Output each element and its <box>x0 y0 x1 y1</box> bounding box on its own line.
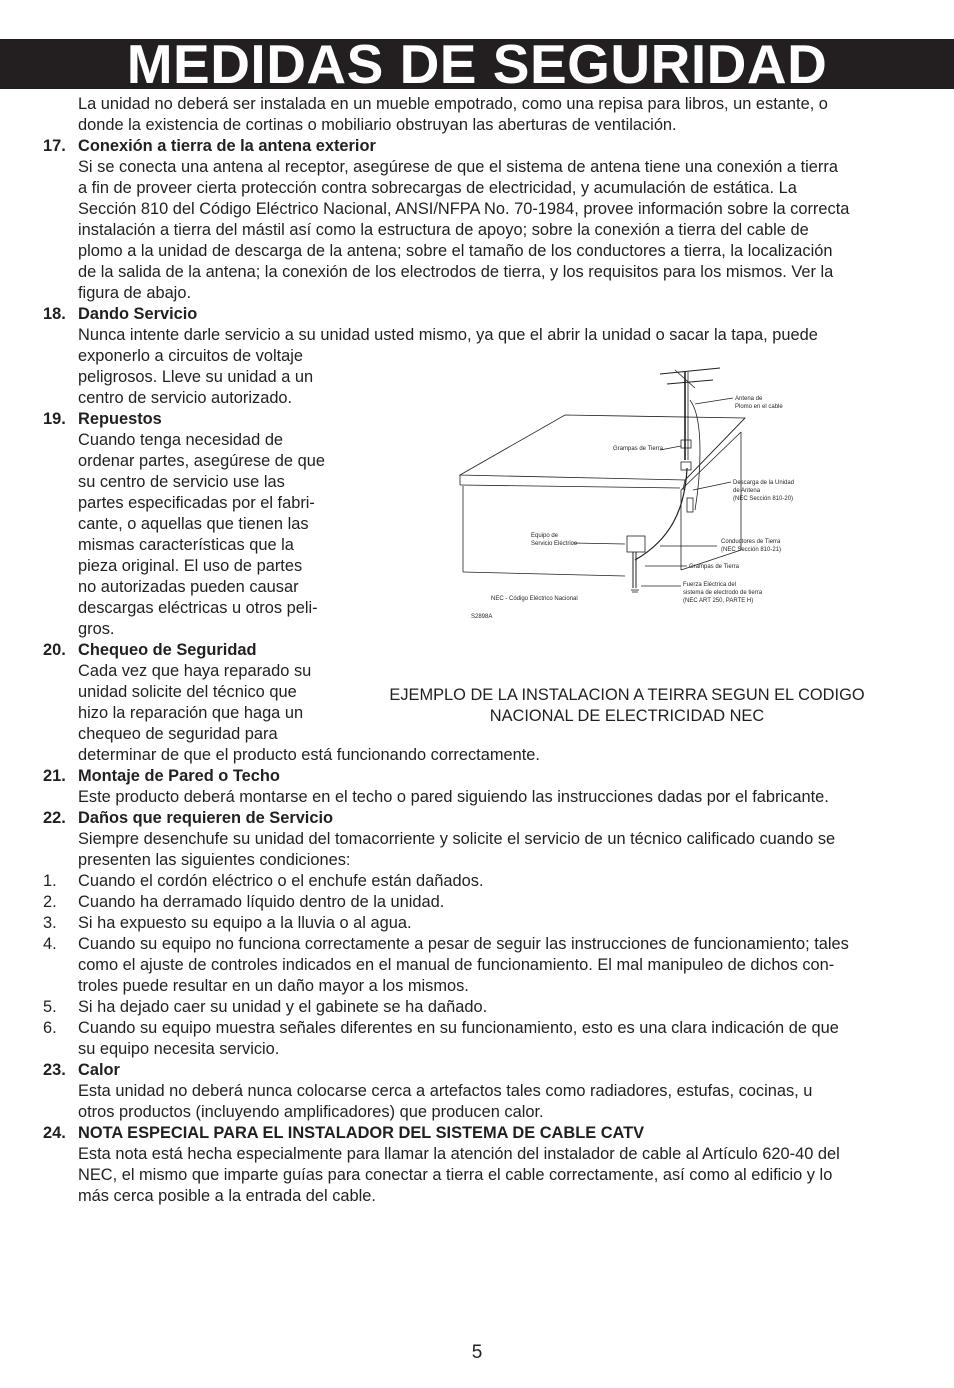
section-22 <box>0 808 954 871</box>
text-line: más cerca posible a la entrada del cable. <box>78 1187 376 1205</box>
label-antena: Plomo en el cable <box>735 404 783 410</box>
section-number: 23. <box>43 1061 66 1079</box>
text-line: mismas características que la <box>78 536 294 554</box>
section-heading: Daños que requieren de Servicio <box>78 809 334 827</box>
label-descarga: (NEC Sección 810-20) <box>733 496 794 502</box>
antenna-element <box>660 368 720 374</box>
text-line: Si ha dejado caer su unidad y el gabinete se ha dañado. <box>78 998 488 1016</box>
list-number: 5. <box>43 998 57 1016</box>
label-grampas: Grampas de Tierra <box>613 446 664 452</box>
section-number: 18. <box>43 305 66 323</box>
list-item <box>0 997 954 1018</box>
text-line: no autorizadas pueden causar <box>78 578 299 596</box>
text-line: ordenar partes, asegúrese de que <box>78 452 325 470</box>
text-line: su equipo necesita servicio. <box>78 1040 280 1058</box>
text-line: su centro de servicio use las <box>78 473 285 491</box>
text-line: troles puede resultar en un daño mayor a los mismos. <box>78 977 469 995</box>
section-24 <box>0 1123 954 1207</box>
label-descarga: Descarga de la Unidad <box>733 480 795 486</box>
figure-caption <box>372 685 882 727</box>
text-line: partes especificadas por el fabri- <box>78 494 315 512</box>
section-heading: Dando Servicio <box>78 305 198 323</box>
text-line: como el ajuste de controles indicados en el manual de funcionamiento. El mal manipuleo de dichos con- <box>78 956 835 974</box>
text-line: plomo a la unidad de descarga de la antena; sobre el tamaño de los conductores a tierra, la localización <box>78 242 833 260</box>
text-line: unidad solicite del técnico que <box>78 683 297 701</box>
title-bar <box>0 33 954 95</box>
label-nec: NEC - Código Eléctrico Nacional <box>491 596 578 602</box>
section-heading: NOTA ESPECIAL PARA EL INSTALADOR DEL SISTEMA DE CABLE CATV <box>78 1124 645 1142</box>
text-line: cante, o aquellas que tienen las <box>78 515 309 533</box>
section-number: 24. <box>43 1124 66 1142</box>
section-heading: Repuestos <box>78 410 162 428</box>
text-line: a fin de proveer cierta protección contra sobrecargas de electricidad, y acumulación de estática. La <box>78 179 797 197</box>
text-line: determinar de que el producto está funcionando correctamente. <box>78 746 540 764</box>
list-item <box>0 892 954 913</box>
section-17 <box>0 136 954 304</box>
text-line: Cuando su equipo muestra señales diferentes en su funcionamiento, esto es una clara indicación de que <box>78 1019 839 1037</box>
label-conductores: (NEC Sección 810-21) <box>721 547 782 553</box>
text-line: otros productos (incluyendo amplificadores) que producen calor. <box>78 1103 544 1121</box>
document-body <box>0 94 954 1207</box>
text-line: Si ha expuesto su equipo a la lluvia o al agua. <box>78 914 412 932</box>
text-line: gros. <box>78 620 115 638</box>
list-item <box>0 871 954 892</box>
house-antenna-illustration <box>455 360 805 626</box>
text-line: Cuando ha derramado líquido dentro de la unidad. <box>78 893 445 911</box>
leader-line <box>573 543 625 544</box>
list-number: 2. <box>43 893 57 911</box>
section-number: 22. <box>43 809 66 827</box>
text-line: de la salida de la antena; la conexión de los electrodos de tierra, y los requisitos para los mismos. Ver la <box>78 263 834 281</box>
discharge-unit <box>687 498 693 512</box>
text-line: Nunca intente darle servicio a su unidad usted mismo, ya que el abrir la unidad o sacar la tapa, puede <box>78 326 818 344</box>
roof-shape <box>460 415 745 480</box>
list-item <box>0 913 954 934</box>
label-fuerza: Fuerza Eléctrica del <box>683 582 737 588</box>
text-line: Cuando tenga necesidad de <box>78 431 284 449</box>
caption-line: EJEMPLO DE LA INSTALACION A TEIRRA SEGUN EL CODIGO <box>389 686 865 704</box>
section-23 <box>0 1060 954 1123</box>
list-number: 6. <box>43 1019 57 1037</box>
section-heading: Montaje de Pared o Techo <box>78 767 280 785</box>
label-equipo: Equipo de <box>531 533 559 539</box>
list-item <box>0 1018 954 1060</box>
text-line: centro de servicio autorizado. <box>78 389 293 407</box>
page-number: 5 <box>471 1342 483 1363</box>
service-equipment-box <box>627 536 645 552</box>
roof-edge-line <box>460 485 680 488</box>
section-heading: Conexión a tierra de la antena exterior <box>78 137 376 155</box>
label-equipo: Servicio Eléctrico <box>531 541 578 547</box>
section-21 <box>0 766 954 808</box>
caption-line: NACIONAL DE ELECTRICIDAD NEC <box>489 707 765 725</box>
section-number: 19. <box>43 410 66 428</box>
label-grampas-2: Grampas de Tierra <box>689 564 740 570</box>
text-line: Si se conecta una antena al receptor, asegúrese de que el sistema de antena tiene una conexión a tierra <box>78 158 838 176</box>
text-line: pieza original. El uso de partes <box>78 557 303 575</box>
intro-paragraph <box>0 94 954 136</box>
label-code: S2898A <box>471 614 493 620</box>
text-line: La unidad no deberá ser instalada en un mueble empotrado, como una repisa para libros, un estante, o <box>78 95 828 113</box>
text-line: peligrosos. Lleve su unidad a un <box>78 368 314 386</box>
text-line: hizo la reparación que haga un <box>78 704 304 722</box>
text-line: Siempre desenchufe su unidad del tomacorriente y solicite el servicio de un técnico calificado cuando se <box>78 830 836 848</box>
text-line: Esta nota está hecha especialmente para llamar la atención del instalador de cable al Artículo 620-40 del <box>78 1145 840 1163</box>
text-line: instalación a tierra del mástil así como la estructura de apoyo; sobre la conexión a tierra del cable de <box>78 221 809 239</box>
label-fuerza: sistema de electrodo de tierra <box>683 590 763 596</box>
antenna-grounding-figure <box>455 360 805 626</box>
text-line: exponerlo a circuitos de voltaje <box>78 347 304 365</box>
list-item <box>0 934 954 997</box>
section-heading: Chequeo de Seguridad <box>78 641 257 659</box>
text-line: NEC, el mismo que imparte guías para conectar a tierra el cable correctamente, así como al edificio y lo <box>78 1166 833 1184</box>
text-line: chequeo de seguridad para <box>78 725 278 743</box>
page-title: MEDIDAS DE SEGURIDAD <box>126 33 828 95</box>
section-number: 17. <box>43 137 66 155</box>
text-line: Sección 810 del Código Eléctrico Nacional, ANSI/NFPA No. 70-1984, provee información sobre la correcta <box>78 200 850 218</box>
text-line: presenten las siguientes condiciones: <box>78 851 351 869</box>
label-antena: Antena de <box>735 396 763 402</box>
section-number: 21. <box>43 767 66 785</box>
text-line: Cuando el cordón eléctrico o el enchufe están dañados. <box>78 872 484 890</box>
label-fuerza: (NEC ART 250, PARTE H) <box>683 598 754 604</box>
text-line: Esta unidad no deberá nunca colocarse cerca a artefactos tales como radiadores, estufas, cocinas, u <box>78 1082 813 1100</box>
label-conductores: Conductores de Tierra <box>721 539 781 545</box>
section-heading: Calor <box>78 1061 120 1079</box>
list-number: 3. <box>43 914 57 932</box>
section-number: 20. <box>43 641 66 659</box>
text-line: Cuando su equipo no funciona correctamente a pesar de seguir las instrucciones de funcionamiento; tales <box>78 935 849 953</box>
leader-line <box>695 398 733 404</box>
list-number: 1. <box>43 872 57 890</box>
list-number: 4. <box>43 935 57 953</box>
text-line: descargas eléctricas u otros peli- <box>78 599 318 617</box>
text-line: donde la existencia de cortinas o mobiliario obstruyan las aberturas de ventilación. <box>78 116 677 134</box>
wall-base-line <box>463 572 625 576</box>
text-line: figura de abajo. <box>78 284 191 302</box>
label-descarga: de Antena <box>733 488 761 494</box>
text-line: Este producto deberá montarse en el techo o pared siguiendo las instrucciones dadas por el fabricante. <box>78 788 829 806</box>
text-line: Cada vez que haya reparado su <box>78 662 312 680</box>
